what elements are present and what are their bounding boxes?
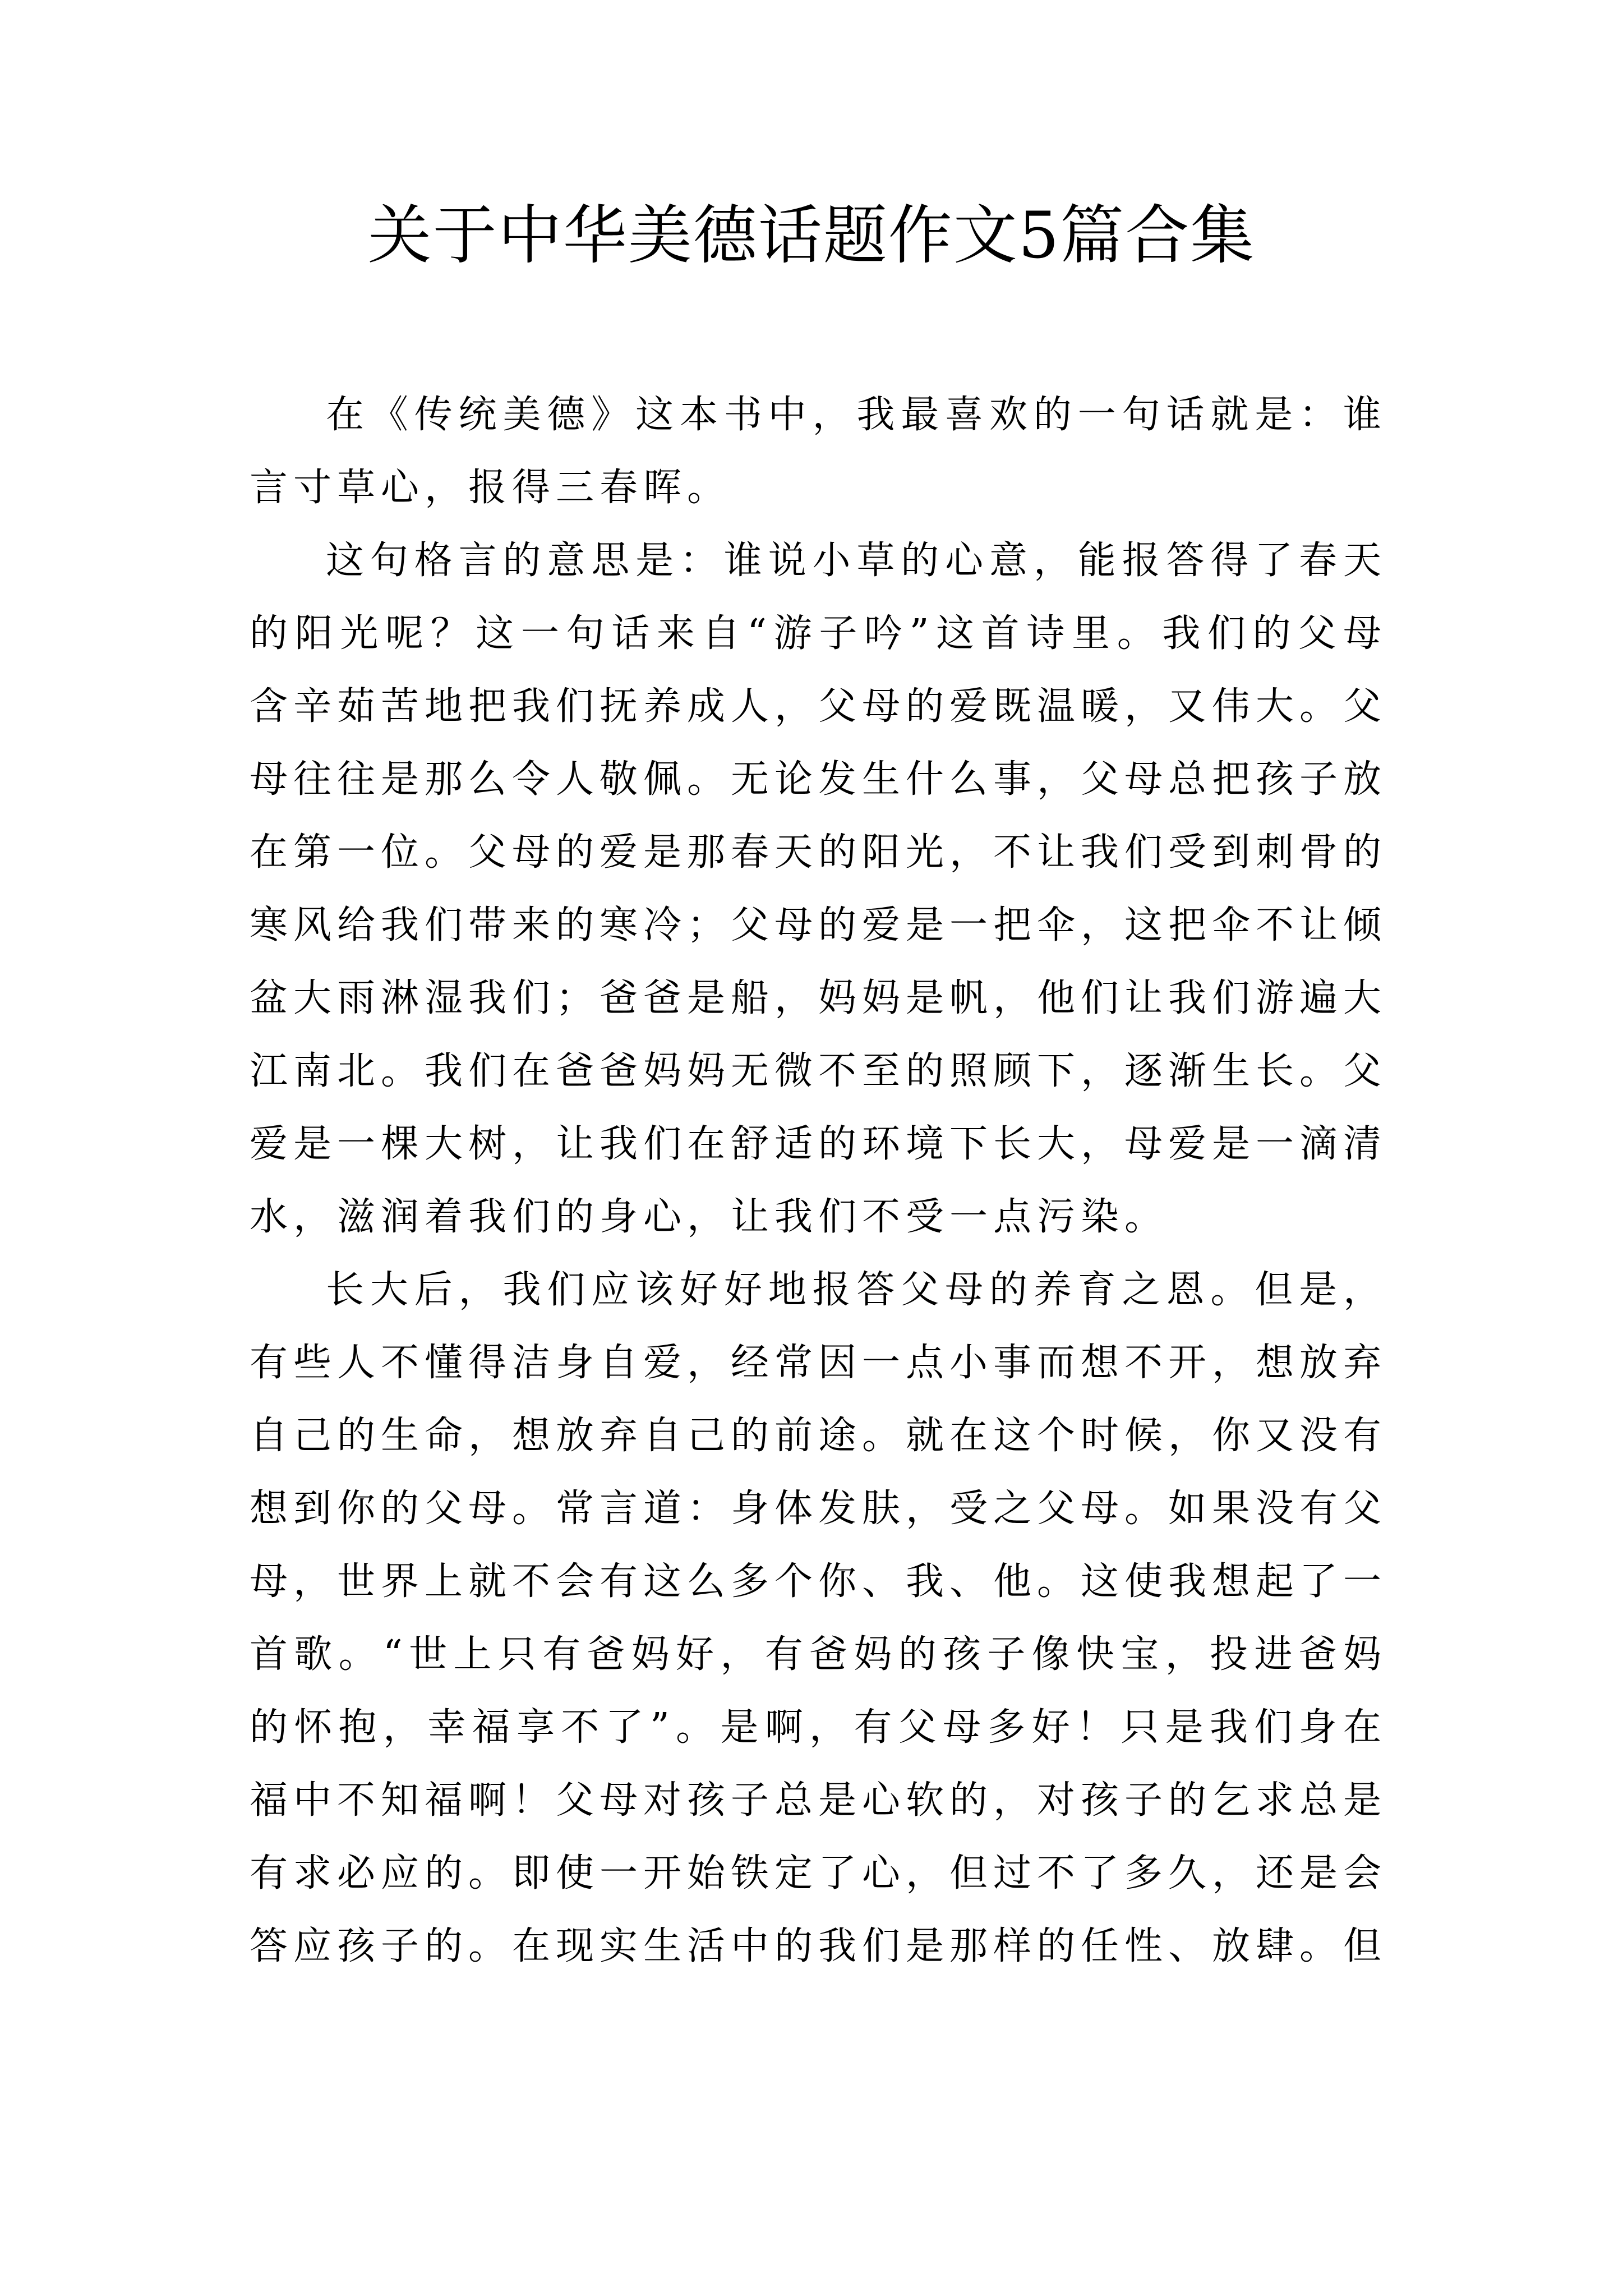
paragraph-3: 长大后，我们应该好好地报答父母的养育之恩。但是，有些人不懂得洁身自爱，经常因一点小事而想不开，想放弃自己的生命，想放弃自己的前途。就在这个时候，你又没有想到你的父母。常言道：身体发肤，受之父母。如果没有父母，世界上就不会有这么多个你、我、他。这使我想起了一首歌。“世上只有爸妈好，有爸妈的孩子像快宝，投进爸妈的怀抱，幸福享不了”。是啊，有父母多好！只是我们身在福中不知福啊！父母对孩子总是心软的，对孩子的乞求总是有求必应的。即使一开始铁定了心，但过不了多久，还是会答应孩子的。在现实生活中的我们是那样的任性、放肆。但	[250, 1268, 1387, 1968]
paragraph-2: 这句格言的意思是：谁说小草的心意，能报答得了春天的阳光呢？这一句话来自“游子吟”这首诗里。我们的父母含辛茹苦地把我们抚养成人，父母的爱既温暖，又伟大。父母往往是那么令人敬佩。无论发生什么事，父母总把孩子放在第一位。父母的爱是那春天的阳光，不让我们受到刺骨的寒风给我们带来的寒冷；父母的爱是一把伞，这把伞不让倾盆大雨淋湿我们；爸爸是船，妈妈是帆，他们让我们游遍大江南北。我们在爸爸妈妈无微不至的照顾下，逐渐生长。父爱是一棵大树，让我们在舒适的环境下长大，母爱是一滴清水，滋润着我们的身心，让我们不受一点污染。	[250, 539, 1387, 1239]
document-title: 关于中华美德话题作文5篇合集	[367, 198, 1256, 273]
document-body	[250, 379, 1387, 1983]
paragraph-1: 在《传统美德》这本书中，我最喜欢的一句话就是：谁言寸草心，报得三春晖。	[250, 393, 1387, 510]
